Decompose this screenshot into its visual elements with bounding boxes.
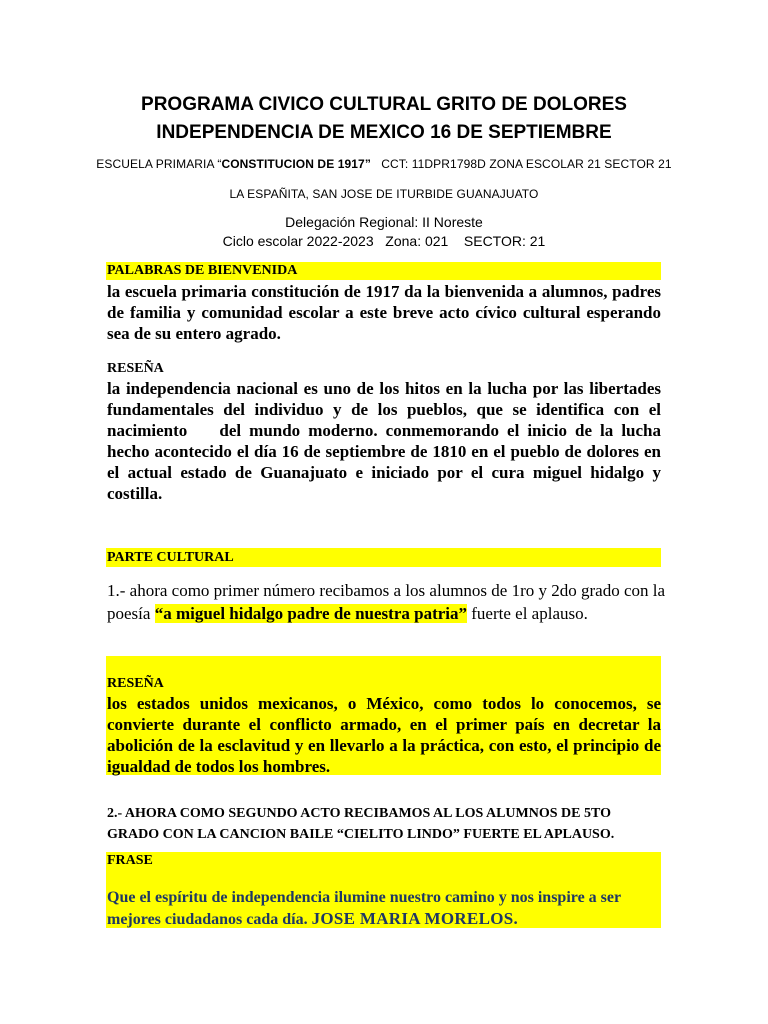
resena1-text: la independencia nacional es uno de los hitos en la lucha por las libertades fundamentales del individuo y de los pueblos, que se identifica con el nacimiento del mundo moderno. conmemorando el inicio de la lucha hecho acontecido el día 16 de septiembre de 1810 en el pueblo de dolores en el actual estado de Guanajuato e iniciado por el cura miguel hidalgo y costilla. (107, 379, 666, 503)
resena2-text: los estados unidos mexicanos, o México, como todos lo conocemos, se convierte durante el conflicto armado, en el primer país en decretar la abolición de la esclavitud y en llevarlo a la práctica, con esto, el principio de igualdad de todos los hombres. (107, 694, 661, 776)
bienvenida-label: PALABRAS DE BIENVENIDA (107, 263, 298, 278)
school-name: CONSTITUCION DE 1917” (221, 157, 371, 171)
acto2-line-1: 2.- AHORA COMO SEGUNDO ACTO RECIBAMOS AL LOS ALUMNOS DE 5TO (107, 806, 611, 821)
bienvenida-text: la escuela primaria constitución de 1917 da la bienvenida a alumnos, padres de familia y comunidad escolar a este breve acto cívico cultural esperando sea de su entero agrado. (107, 282, 661, 343)
cultural-item-1-after: fuerte el aplauso. (467, 603, 588, 623)
location-line: LA ESPAÑITA, SAN JOSE DE ITURBIDE GUANAJUATO (229, 187, 539, 201)
school-line (0, 157, 768, 171)
resena1-label: RESEÑA (107, 361, 164, 376)
delegacion-line: Delegación Regional: II Noreste (285, 214, 483, 230)
frase-label: FRASE (107, 853, 153, 868)
resena2-label: RESEÑA (107, 676, 164, 691)
cultural-item-1 (107, 580, 667, 625)
school-prefix: ESCUELA PRIMARIA “ (96, 157, 222, 171)
frase-quote: Que el espíritu de independencia ilumine nuestro camino y nos inspire a ser mejores ciudadanos cada día. (107, 889, 621, 928)
cultural-label: PARTE CULTURAL (107, 550, 234, 565)
title-line-1: PROGRAMA CIVICO CULTURAL GRITO DE DOLORES (141, 94, 627, 115)
frase-author: JOSE MARIA MORELOS. (311, 909, 519, 928)
poem-title: “a miguel hidalgo padre de nuestra patria” (154, 603, 468, 623)
ciclo-line: Ciclo escolar 2022-2023 Zona: 021 SECTOR: 21 (222, 233, 546, 249)
frase-text (107, 887, 662, 930)
school-cct: CCT: 11DPR1798D ZONA ESCOLAR 21 SECTOR 21 (381, 157, 672, 171)
title-line-2: INDEPENDENCIA DE MEXICO 16 DE SEPTIEMBRE (156, 122, 612, 143)
acto2-line-2: GRADO CON LA CANCION BAILE “CIELITO LINDO” FUERTE EL APLAUSO. (107, 827, 615, 842)
cultural-item-1-before: 1.- ahora como primer número recibamos a los alumnos de 1ro y 2do grado con la poesía (107, 581, 666, 623)
